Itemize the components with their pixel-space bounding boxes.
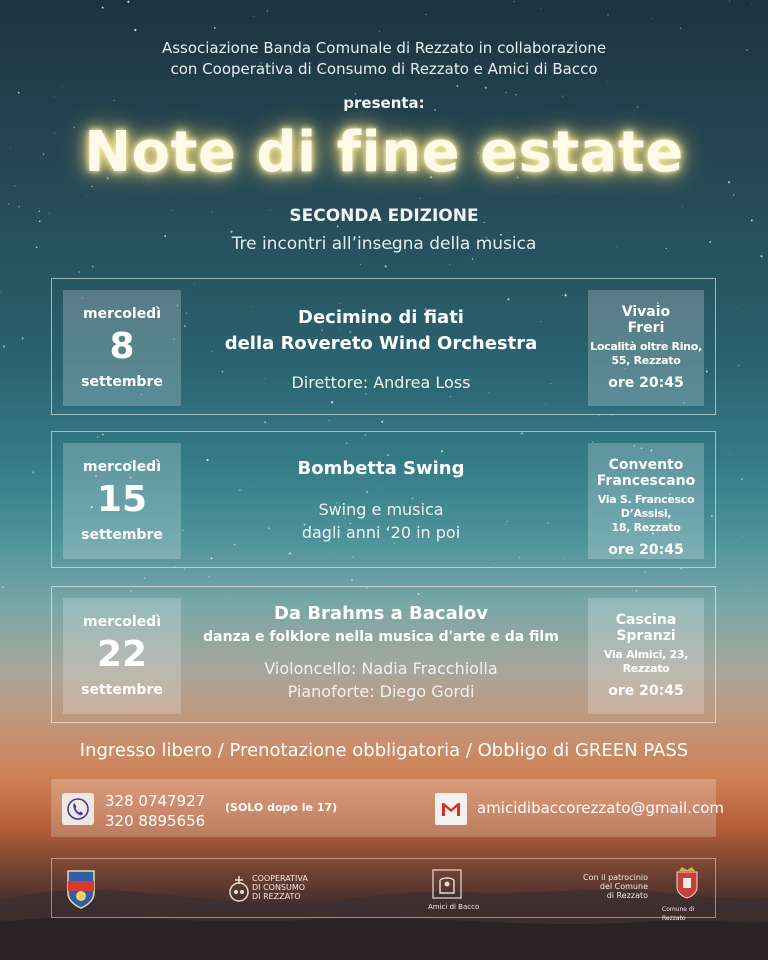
- event-month: settembre: [81, 374, 163, 390]
- star: [2, 586, 4, 588]
- patronage-line-2: del Comune: [599, 882, 648, 891]
- event-detail: Direttore: Andrea Loss: [291, 373, 471, 392]
- event-title: Decimino di fiati: [298, 307, 464, 328]
- star: [456, 85, 458, 87]
- star: [752, 3, 753, 4]
- venue-name-line-1: Vivaio: [621, 304, 671, 320]
- coop-logo-text: [252, 874, 308, 901]
- event-detail: Swing e musica: [318, 500, 444, 519]
- edition-label: SECONDA EDIZIONE: [289, 206, 479, 226]
- event-title: Bombetta Swing: [297, 458, 465, 479]
- event-day: 15: [96, 479, 148, 520]
- sponsor-logos: [51, 858, 716, 922]
- phone-number-1[interactable]: 328 0747927: [105, 792, 206, 810]
- event-time: ore 20:45: [608, 375, 684, 391]
- event-card: [51, 278, 716, 415]
- star: [652, 18, 653, 19]
- venue-address-line-2: Rezzato: [622, 662, 670, 675]
- event-info: [192, 587, 570, 703]
- amici-di-bacco-logo: [432, 869, 462, 903]
- comune-label: Comune di Rezzato: [662, 906, 695, 922]
- star: [450, 264, 451, 265]
- presenta-label: presenta:: [343, 94, 425, 112]
- coop-logo: [228, 872, 250, 906]
- phone-number-2[interactable]: 320 8895656: [105, 812, 206, 830]
- star: [680, 568, 681, 569]
- star: [208, 576, 209, 577]
- star: [62, 86, 63, 87]
- star: [485, 87, 487, 89]
- star: [425, 14, 426, 15]
- star: [472, 258, 473, 259]
- star: [502, 4, 503, 5]
- venue-address-line-1: Via S. Francesco D’Assisi,: [597, 493, 695, 520]
- venue-name: [588, 457, 704, 489]
- coop-logo-line-1: COOPERATIVA: [252, 874, 308, 883]
- event-weekday: mercoledì: [82, 614, 162, 630]
- venue-address-line-1: Località oltre Rino,: [590, 340, 702, 353]
- star: [134, 29, 136, 31]
- amici-di-bacco-label: Amici di Bacco: [428, 903, 480, 911]
- event-subtitle: danza e folklore nella musica d'arte e da film: [203, 629, 559, 645]
- organizers-line-1: Associazione Banda Comunale di Rezzato in collaborazione: [161, 39, 607, 57]
- star: [144, 578, 145, 579]
- banda-logo: [66, 869, 96, 913]
- star: [22, 337, 24, 339]
- star: [680, 27, 682, 29]
- venue-address-line-2: 18, Rezzato: [611, 521, 681, 534]
- event-info: [192, 279, 570, 394]
- patronage-line-1: Con il patrocinio: [582, 873, 648, 882]
- star: [729, 453, 730, 454]
- star: [760, 255, 762, 257]
- entry-info: Ingresso libero / Prenotazione obbligatoria / Obbligo di GREEN PASS: [79, 740, 689, 761]
- star: [611, 415, 612, 416]
- star: [475, 85, 476, 86]
- event-title: Da Brahms a Bacalov: [273, 603, 488, 624]
- star: [737, 308, 738, 309]
- star: [204, 574, 205, 575]
- event-month: settembre: [81, 527, 163, 543]
- star: [102, 7, 104, 9]
- comune-coat-of-arms-icon: [674, 865, 700, 903]
- venue-address: [588, 340, 704, 368]
- star: [328, 420, 330, 422]
- event-date: [63, 290, 181, 406]
- star: [743, 536, 744, 537]
- venue-address-line-1: Via Almici, 23,: [603, 648, 689, 661]
- star: [32, 471, 34, 473]
- poster-subtitle: Tre incontri all’insegna della musica: [231, 234, 537, 254]
- event-detail-line-2: dagli anni ‘20 in poi: [301, 523, 461, 542]
- star: [3, 346, 5, 348]
- event-weekday: mercoledì: [82, 306, 162, 322]
- star: [513, 1, 514, 2]
- email-address[interactable]: amicidibaccorezzato@gmail.com: [477, 799, 724, 817]
- venue-name: [588, 304, 704, 336]
- poster-title: Note di fine estate: [84, 120, 684, 185]
- event-time: ore 20:45: [608, 683, 684, 699]
- event-detail-line-2: Pianoforte: Diego Gordi: [287, 682, 475, 701]
- star: [738, 365, 739, 366]
- star: [733, 194, 734, 195]
- star: [381, 421, 383, 423]
- coop-logo-line-3: DI REZZATO: [252, 892, 301, 901]
- event-title-line-2: della Rovereto Wind Orchestra: [224, 333, 538, 354]
- event-card: [51, 431, 716, 568]
- venue-address-line-2: 55, Rezzato: [611, 354, 681, 367]
- star: [645, 572, 646, 573]
- star: [741, 478, 743, 480]
- star: [92, 265, 94, 267]
- star: [556, 192, 557, 193]
- venue-name-line-1: Convento: [608, 457, 684, 473]
- star: [379, 31, 380, 32]
- event-venue: [588, 290, 704, 406]
- venue-name-line-2: Freri: [627, 320, 665, 336]
- event-day: 22: [96, 634, 148, 675]
- star: [91, 186, 92, 187]
- star: [8, 203, 10, 205]
- star: [750, 590, 751, 591]
- star: [14, 185, 16, 187]
- patronage-line-3: di Rezzato: [606, 891, 648, 900]
- star: [214, 27, 216, 29]
- venue-address: [588, 648, 704, 676]
- venue-address: [588, 493, 704, 535]
- star: [360, 264, 361, 265]
- star: [254, 16, 255, 17]
- event-date: [63, 598, 181, 714]
- star: [468, 230, 469, 231]
- event-card: [51, 586, 716, 723]
- star: [264, 421, 266, 423]
- event-month: settembre: [81, 682, 163, 698]
- event-day: 8: [109, 326, 135, 367]
- star: [267, 10, 268, 11]
- star: [420, 198, 421, 199]
- star: [729, 1, 730, 2]
- event-venue: [588, 443, 704, 559]
- star: [541, 8, 542, 9]
- phone-icon: [62, 793, 94, 825]
- organizers-text: [0, 38, 768, 80]
- star: [607, 14, 608, 15]
- star: [127, 1, 129, 3]
- gmail-icon: [435, 793, 467, 825]
- star: [599, 415, 600, 416]
- phone-hours-note: (SOLO dopo le 17): [225, 801, 338, 814]
- star: [351, 579, 353, 581]
- contact-bar: [51, 779, 724, 837]
- venue-name-line-1: Cascina: [615, 612, 677, 628]
- star: [385, 265, 387, 267]
- star: [607, 82, 608, 83]
- venue-name-line-2: Spranzi: [616, 628, 676, 644]
- star: [78, 271, 80, 273]
- event-weekday: mercoledì: [82, 459, 162, 475]
- event-time: ore 20:45: [608, 542, 684, 558]
- patronage-text: [564, 873, 648, 900]
- venue-name-line-2: Francescano: [596, 473, 696, 489]
- event-info: [192, 432, 570, 544]
- event-date: [63, 443, 181, 559]
- star: [0, 292, 1, 293]
- venue-name: [588, 612, 704, 644]
- phone-numbers: [105, 791, 205, 831]
- event-detail: Violoncello: Nadia Fracchiolla: [264, 659, 498, 678]
- star: [86, 197, 87, 198]
- coop-logo-line-2: DI CONSUMO: [252, 883, 306, 892]
- organizers-line-2: con Cooperativa di Consumo di Rezzato e Amici di Bacco: [170, 60, 598, 78]
- star: [129, 22, 130, 23]
- event-venue: [588, 598, 704, 714]
- star: [230, 231, 232, 233]
- star: [184, 569, 185, 570]
